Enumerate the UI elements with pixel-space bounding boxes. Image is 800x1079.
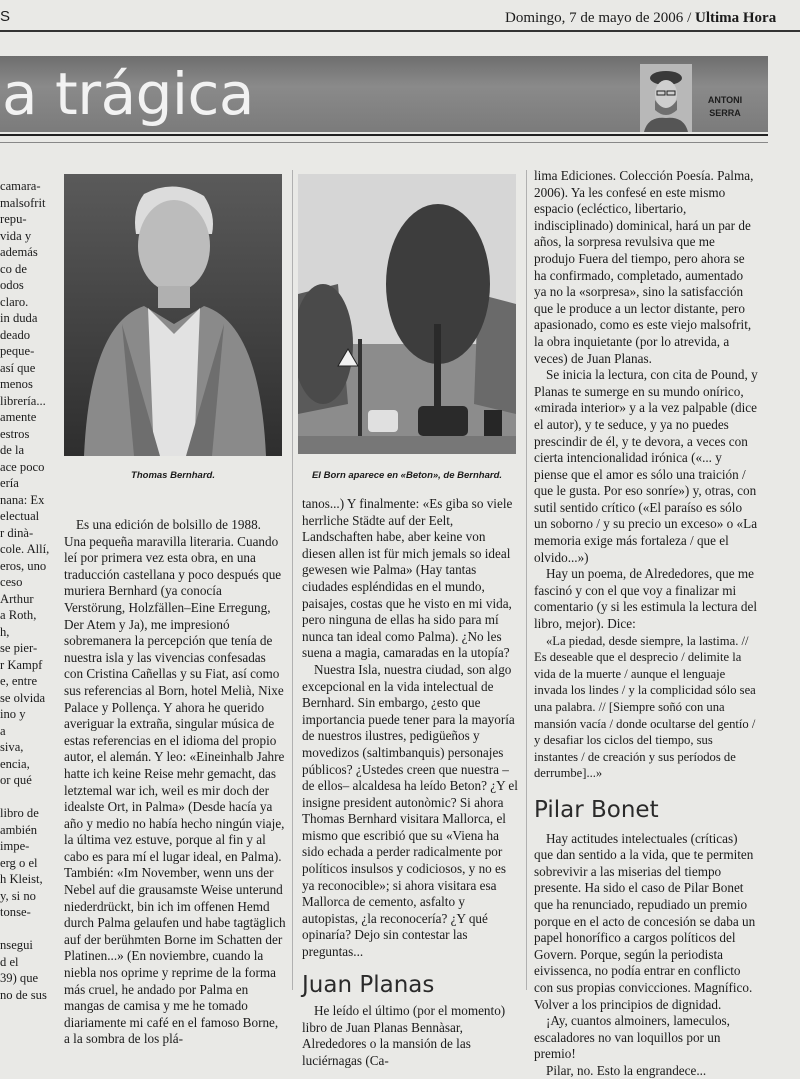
column-divider xyxy=(526,170,527,990)
fragment-line: ace poco xyxy=(0,459,45,474)
fragment-line: ino y xyxy=(0,707,26,721)
article-column-3 xyxy=(534,168,758,1079)
caption-photo-1: Thomas Bernhard. xyxy=(131,470,215,481)
fragment-line: nana: Ex xyxy=(0,492,45,507)
fragment-line: Arthur xyxy=(0,591,34,606)
fragment-line: h, xyxy=(0,624,10,639)
fragment-line: y, si no xyxy=(0,888,36,903)
fragment-line: impe- xyxy=(0,839,30,853)
paragraph: Pilar, no. Esto la engrandece... xyxy=(546,1062,707,1078)
fragment-line: vida y xyxy=(0,228,32,243)
fragment-line: or qué xyxy=(0,773,32,787)
fragment-line: además xyxy=(0,245,38,259)
paragraph: Hay actitudes intelectuales (críticas) que dan sentido a la vida, que te permiten sobrevivir a las miserias del tiempo presente. Ha sido el caso de Pilar Bonet que ha renunciado, repudiado un premio porque en el acto de concesión se daba un papel honorífico a cargos políticos del Govern. Porque, según la periodista eivissenca, no podía entrar en conflicto con sus propias convicciones. Magnífico. Volver a los principios de dignidad. xyxy=(534,830,756,1012)
left-column-fragment xyxy=(0,178,62,1003)
page-fragment: S xyxy=(0,8,11,25)
paragraph: tanos...) Y finalmente: «Es giba so viele herrliche Städte auf der Eelt, Landschaften habe, aber keine von diesen allen ist für mich jemals so ideal gewesen wie Palma» (Hay tantas ciudades espléndidas en el mundo, paisajes, costas que he visto en mi vida, pero ninguna de ellas ha sido para mí nunca tan ideal como Palma). ¿No les suena a magia, camaradas en la utopía? xyxy=(302,496,513,661)
fragment-line: ambién xyxy=(0,822,38,837)
banner-rule xyxy=(0,134,768,136)
photo-el-born xyxy=(298,174,516,454)
header-rule xyxy=(0,30,800,32)
fragment-line: r Kampf xyxy=(0,657,43,672)
fragment-line: a xyxy=(0,723,6,738)
banner-subrule xyxy=(0,142,768,143)
section-heading-pilar-bonet: Pilar Bonet xyxy=(534,796,659,823)
fragment-line: de la xyxy=(0,443,25,457)
fragment-line: menos xyxy=(0,377,33,391)
article-column-1 xyxy=(64,517,286,1048)
fragment-line: e, entre xyxy=(0,674,38,688)
fragment-line xyxy=(0,789,62,806)
fragment-line: tonse- xyxy=(0,905,31,919)
fragment-line: repu- xyxy=(0,212,27,226)
fragment-line: camara- xyxy=(0,179,41,193)
paragraph: Es una edición de bolsillo de 1988. Una pequeña maravilla literaria. Cuando leí por primera vez esta obra, en una traducción castellana y poco después que muriera Bernhard (ya conocía Verstörung, Holzfällen–Eine Erregung, Der Atem y Ja), me impresionó sobremanera la percepción que tenía de nuestra isla y las vivencias confesadas con Cristina Cañellas y su Fiat, así como sus referencias al Born, hotel Melià, Nixe Palace y Pollença. Y ahora he querido averiguar la extraña, singular música de estas referencias en el idioma del propio autor, el alemán. Y leo: «Eineinhalb Jahre hatte ich keine Reise mehr gemacht, das letztemal war ich, weil es mir doch der idealste Ort, in Palma» (Desde hacía ya año y medio no había hecho ningún viaje, la última vez estuve, porque al fin y al cabo es para mí el lugar ideal, en Palma). También: «Im November, wenn uns der Nebel auf die grausamste Weise unterund niederdrückt, bin ich im offenen Hemd durch Palma gelaufen und habe tagtäglich auf der berühmten Borne im Schatten der Platinen...» (En noviembre, cuando la niebla nos oprime y reprime de la forma más cruel, he andado por Palma en mangas de camisa y me he tomado diariamente mi café en el famoso Borne, a la sombra de los plá- xyxy=(64,517,286,1047)
paragraph: He leído el último (por el momento) libro de Juan Planas Bennàsar, Alrededores o la mansión de las luciérnagas (Ca- xyxy=(302,1003,506,1068)
section-heading-juan-planas: Juan Planas xyxy=(302,971,435,998)
fragment-line: deado xyxy=(0,327,31,342)
fragment-line: se pier- xyxy=(0,641,38,655)
fragment-line: eros, uno xyxy=(0,558,47,573)
fragment-line: encia, xyxy=(0,756,30,771)
fragment-line: 39) que xyxy=(0,971,39,985)
fragment-line: amente xyxy=(0,410,37,424)
fragment-line: a Roth, xyxy=(0,608,37,622)
fragment-line: libro de xyxy=(0,806,39,820)
article-column-2 xyxy=(302,496,520,1070)
fragment-line: cole. Allí, xyxy=(0,542,50,556)
fragment-line: nsegui xyxy=(0,938,33,952)
fragment-line: estros xyxy=(0,426,30,441)
fragment-line: electual xyxy=(0,509,40,523)
fragment-line: se olvida xyxy=(0,690,46,705)
fragment-line: peque- xyxy=(0,344,35,358)
fragment-line: erg o el xyxy=(0,855,38,870)
page-header xyxy=(505,10,776,27)
fragment-line: no de sus xyxy=(0,987,47,1002)
header-separator: / xyxy=(687,10,692,26)
fragment-line: co de xyxy=(0,261,27,276)
header-date: Domingo, 7 de mayo de 2006 xyxy=(505,10,684,26)
author-last-name: SERRA xyxy=(709,108,741,118)
paragraph: lima Ediciones. Colección Poesía. Palma, 2006). Ya les confesé en este mismo espacio (ecléctico, libertario, indisciplinado) dominical, hará un par de años, la sorpresa revulsiva que me produjo Fuera del tiempo, pero ahora se ha confirmado, completado, aumentado ya no la «sorpresa», sino la satisfacción que le produce a un lector distante, pero apasionado, como es este viejo malsofrit, la obra inquietante (por lo atrevida, a veces) de Juan Planas. xyxy=(534,168,754,366)
author-first-name: ANTONI xyxy=(707,95,743,105)
author-photo xyxy=(640,64,692,132)
paragraph: Hay un poema, de Alrededores, que me fascinó y con el que voy a finalizar mi comentario (y si les estimula la lectura del libro, mejor). Dice: xyxy=(534,566,758,632)
fragment-line: odos xyxy=(0,278,24,292)
author-byline xyxy=(700,94,750,120)
caption-photo-2: El Born aparece en «Beton», de Bernhard. xyxy=(311,470,503,481)
fragment-line: malsofrit xyxy=(0,195,46,210)
photo-thomas-bernhard xyxy=(64,174,282,456)
fragment-line: claro. xyxy=(0,294,29,309)
fragment-line: ceso xyxy=(0,575,23,589)
fragment-line: librería... xyxy=(0,393,46,408)
column-divider xyxy=(292,170,293,990)
fragment-line: así que xyxy=(0,360,36,375)
fragment-line: in duda xyxy=(0,311,38,325)
fragment-line: r dinà- xyxy=(0,525,34,540)
fragment-line: d el xyxy=(0,954,19,969)
article-title: a trágica xyxy=(2,60,254,128)
fragment-line: siva, xyxy=(0,740,24,754)
paragraph: Se inicia la lectura, con cita de Pound, y Planas te sumerge en su mundo onírico, «mirada interior» y a la vez palpable (dice el autor), y te seduce, y ya no puedes prescindir de él, y te devora, a veces con cierta intencionalidad irónica («... y piense que el amor es sólo una traición / que le gusta. Por eso sonríe») y, otras, con sutil sentido crítico («El paraíso es sólo un soborno / y su precio un exceso» o «La memoria exige más fortaleza / que el olvido...») xyxy=(534,367,758,565)
paragraph: ¡Ay, cuantos almoiners, lameculos, escaladores no van loquillos por un premio! xyxy=(534,1013,730,1062)
fragment-line: ería xyxy=(0,476,19,490)
fragment-line: h Kleist, xyxy=(0,872,43,886)
paragraph: Nuestra Isla, nuestra ciudad, son algo excepcional en la vida intelectual de Bernhard. Sin embargo, ¿esto que importancia puede tener para la mayoría de nuestros ilustres, pedigüeños y movedizos (saltimbanquis) personajes públicos? ¿Ustedes creen que nuestra –de ellos– alcaldesa ha leído Beton? ¿Y el insigne president autonòmic? Si ahora Thomas Bernhard visitara Mallorca, el mismo que escribió que su «Viena ha sido echada a perder radicalmente por políticos insulsos y codiciosos, y no es ya reconocible»; si ahora visitara esa Mallorca de cemento, asfalto y autopistas, ¿la reconocería? ¿Y qué opinaría? Dejo sin contestar las preguntas... xyxy=(302,661,518,960)
header-paper: Ultima Hora xyxy=(694,10,777,26)
fragment-line xyxy=(0,921,62,938)
poem-quote: «La piedad, desde siempre, la lastima. // Es deseable que el desprecio / delimite la vida de la muerte / aunque el lenguaje invada los lindes / y la complicidad sólo sea una palabra. // [Siempre soñó con una mansión vacía / donde ocultarse del gentío / y desafiar los ciclos del tiempo, sus instantes / de creación y sus períodos de derrumbe]...» xyxy=(534,633,756,781)
